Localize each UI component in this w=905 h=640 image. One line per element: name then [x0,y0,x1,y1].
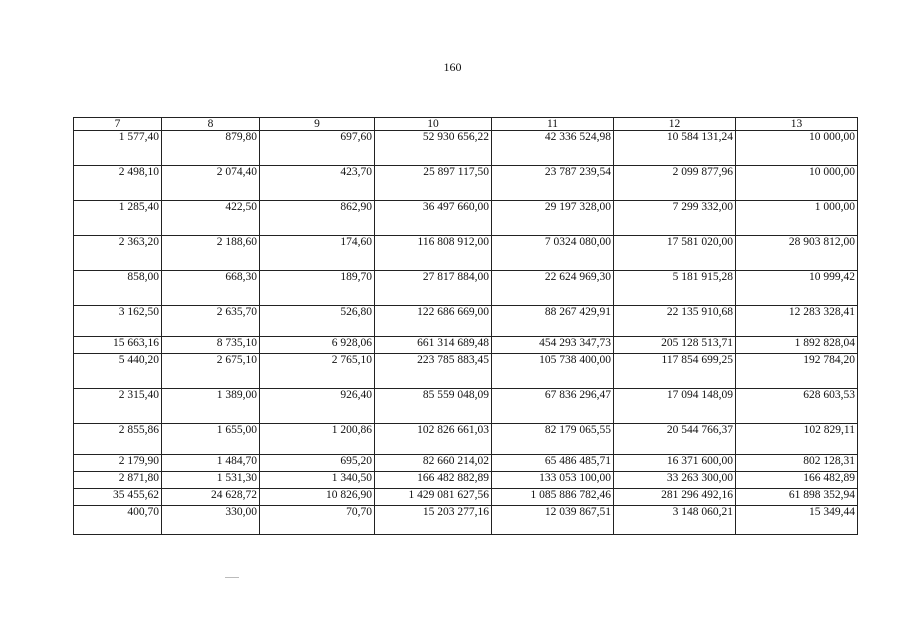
table-cell: 454 293 347,73 [492,337,614,354]
table-cell: 166 482,89 [736,472,858,489]
table-row [74,354,858,389]
table-cell: 12 283 328,41 [736,306,858,337]
table-cell: 2 498,10 [74,166,162,201]
page-number: 160 [443,60,462,74]
table-cell: 22 135 910,68 [614,306,736,337]
table-cell: 400,70 [74,506,162,535]
table-cell: 88 267 429,91 [492,306,614,337]
table-row [74,389,858,424]
table-cell: 223 785 883,45 [375,354,492,389]
table-row [74,166,858,201]
table-cell: 1 484,70 [162,455,260,472]
table-cell: 65 486 485,71 [492,455,614,472]
table-cell: 67 836 296,47 [492,389,614,424]
header-row [74,118,858,131]
table-row [74,337,858,354]
table-cell: 879,80 [162,131,260,166]
table-cell: 1 340,50 [260,472,375,489]
table-cell: 105 738 400,00 [492,354,614,389]
table-cell: 5 181 915,28 [614,271,736,306]
table-cell: 29 197 328,00 [492,201,614,236]
column-header: 8 [162,118,260,131]
table-cell: 10 826,90 [260,489,375,506]
table-cell: 423,70 [260,166,375,201]
table-cell: 1 200,86 [260,424,375,455]
table-cell: 28 903 812,00 [736,236,858,271]
table-row [74,236,858,271]
table-cell: 192 784,20 [736,354,858,389]
table-cell: 117 854 699,25 [614,354,736,389]
table-cell: 23 787 239,54 [492,166,614,201]
table-cell: 17 094 148,09 [614,389,736,424]
column-header: 12 [614,118,736,131]
table-cell: 24 628,72 [162,489,260,506]
table-cell: 7 0324 080,00 [492,236,614,271]
table-cell: 85 559 048,09 [375,389,492,424]
table-cell: 2 074,40 [162,166,260,201]
table-cell: 3 148 060,21 [614,506,736,535]
table-cell: 526,80 [260,306,375,337]
table-cell: 20 544 766,37 [614,424,736,455]
table-cell: 15 663,16 [74,337,162,354]
table-cell: 61 898 352,94 [736,489,858,506]
table-cell: 422,50 [162,201,260,236]
column-header: 7 [74,118,162,131]
table-row [74,131,858,166]
table-cell: 116 808 912,00 [375,236,492,271]
table-cell: 133 053 100,00 [492,472,614,489]
table-row [74,506,858,535]
table-cell: 33 263 300,00 [614,472,736,489]
table-cell: 27 817 884,00 [375,271,492,306]
table-cell: 35 455,62 [74,489,162,506]
column-header: 11 [492,118,614,131]
table-cell: 102 829,11 [736,424,858,455]
table-cell: 10 000,00 [736,131,858,166]
table-cell: 189,70 [260,271,375,306]
table-cell: 2 188,60 [162,236,260,271]
table-cell: 102 826 661,03 [375,424,492,455]
table-cell: 122 686 669,00 [375,306,492,337]
table-cell: 10 584 131,24 [614,131,736,166]
table-cell: 697,60 [260,131,375,166]
table-row [74,306,858,337]
scan-mark [225,577,239,578]
table-cell: 5 440,20 [74,354,162,389]
table-row [74,424,858,455]
column-header: 13 [736,118,858,131]
table-cell: 17 581 020,00 [614,236,736,271]
table-cell: 36 497 660,00 [375,201,492,236]
table-cell: 1 531,30 [162,472,260,489]
table-cell: 628 603,53 [736,389,858,424]
table-cell: 70,70 [260,506,375,535]
table-cell: 1 000,00 [736,201,858,236]
table-cell: 7 299 332,00 [614,201,736,236]
column-header: 10 [375,118,492,131]
table-cell: 1 655,00 [162,424,260,455]
table-cell: 668,30 [162,271,260,306]
table-cell: 695,20 [260,455,375,472]
table-cell: 330,00 [162,506,260,535]
table-cell: 1 285,40 [74,201,162,236]
table-cell: 862,90 [260,201,375,236]
table-row [74,201,858,236]
column-header: 9 [260,118,375,131]
table-cell: 926,40 [260,389,375,424]
table-cell: 174,60 [260,236,375,271]
table-cell: 16 371 600,00 [614,455,736,472]
table-cell: 2 179,90 [74,455,162,472]
table-row [74,472,858,489]
table-row [74,455,858,472]
table-cell: 2 363,20 [74,236,162,271]
table-cell: 2 855,86 [74,424,162,455]
table-row [74,271,858,306]
table-cell: 22 624 969,30 [492,271,614,306]
table-cell: 858,00 [74,271,162,306]
table-cell: 2 099 877,96 [614,166,736,201]
table-cell: 52 930 656,22 [375,131,492,166]
table-cell: 3 162,50 [74,306,162,337]
table-cell: 2 675,10 [162,354,260,389]
table-cell: 1 577,40 [74,131,162,166]
table-cell: 1 892 828,04 [736,337,858,354]
data-table [73,117,858,535]
table-cell: 10 999,42 [736,271,858,306]
table-cell: 281 296 492,16 [614,489,736,506]
table-cell: 661 314 689,48 [375,337,492,354]
table-cell: 15 203 277,16 [375,506,492,535]
table-cell: 10 000,00 [736,166,858,201]
table-cell: 15 349,44 [736,506,858,535]
table-cell: 8 735,10 [162,337,260,354]
table-cell: 205 128 513,71 [614,337,736,354]
table-cell: 166 482 882,89 [375,472,492,489]
table-cell: 2 765,10 [260,354,375,389]
table-cell: 42 336 524,98 [492,131,614,166]
table-cell: 82 660 214,02 [375,455,492,472]
table-cell: 2 635,70 [162,306,260,337]
table-cell: 2 871,80 [74,472,162,489]
table-row [74,489,858,506]
table-cell: 6 928,06 [260,337,375,354]
table-cell: 1 429 081 627,56 [375,489,492,506]
table-cell: 1 389,00 [162,389,260,424]
table-cell: 2 315,40 [74,389,162,424]
table-cell: 1 085 886 782,46 [492,489,614,506]
table-cell: 802 128,31 [736,455,858,472]
table-cell: 82 179 065,55 [492,424,614,455]
table-cell: 25 897 117,50 [375,166,492,201]
table-cell: 12 039 867,51 [492,506,614,535]
